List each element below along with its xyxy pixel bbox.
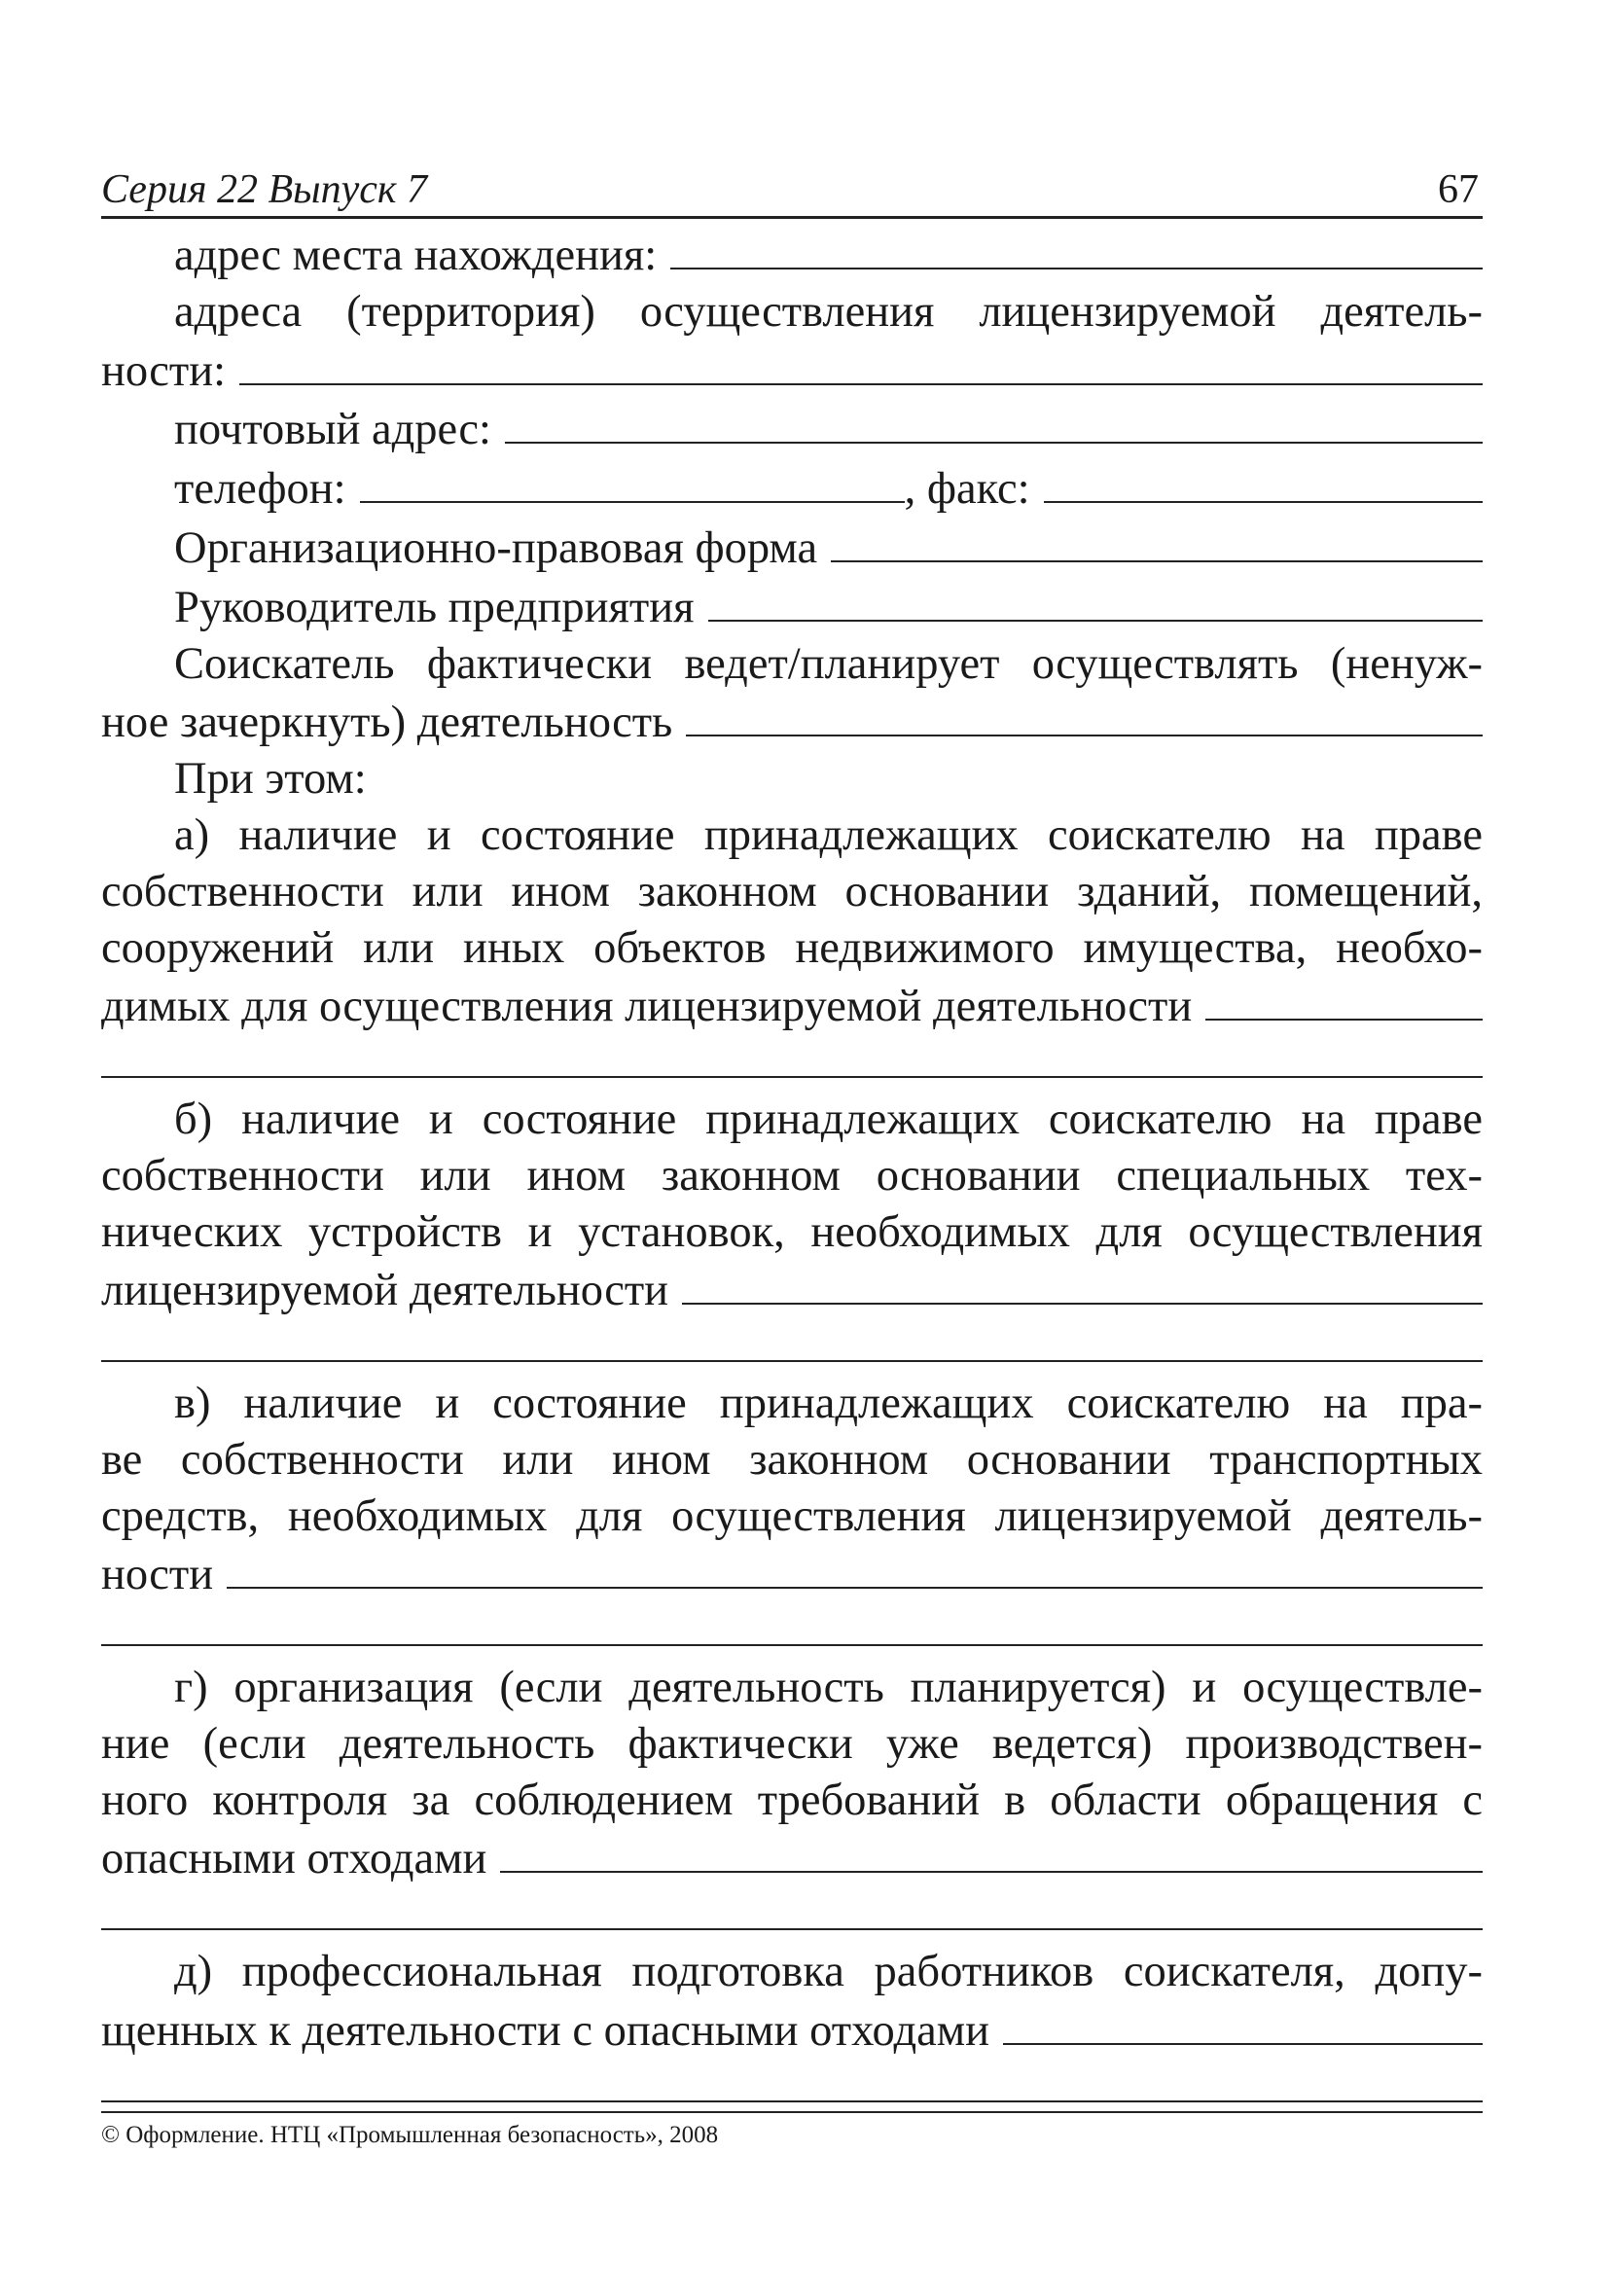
item-a-row [101,976,1483,1035]
item-d-line: ного контроля за соблюдением требований в области обращения с [101,1775,1483,1825]
item-e-extra-field[interactable] [101,2060,1483,2102]
location-address-row [101,225,1483,284]
item-c-line: в) наличие и состояние принадлежащих соискателю на пра- [174,1378,1483,1428]
head-field[interactable] [708,577,1483,622]
form-body [101,225,1483,2102]
item-b-line: собственности или ином законном основании специальных тех- [101,1150,1483,1201]
postal-address-label: почтовый адрес: [174,405,491,455]
activity-addresses-field[interactable] [239,341,1483,385]
activity-addresses-row [101,341,1483,400]
item-a-line: димых для осуществления лицензируемой деятельности [101,982,1193,1032]
item-e-line: д) профессиональная подготовка работников соискателя, допу- [174,1946,1483,1996]
copyright-text: © Оформление. НТЦ «Промышленная безопасность», 2008 [101,2122,719,2148]
page-number: 67 [1438,167,1479,212]
item-c-field[interactable] [227,1544,1483,1589]
postal-address-row [101,399,1483,458]
fax-label: , факс: [904,464,1030,515]
page [101,165,1483,2102]
item-d-row [101,1828,1483,1887]
running-header [101,165,1483,219]
phone-fax-row [101,458,1483,518]
item-c-extra-field[interactable] [101,1603,1483,1646]
item-d-field[interactable] [500,1828,1483,1873]
item-c-line: ве собственности или ином законном основании транспортных [101,1434,1483,1485]
location-address-field[interactable] [670,225,1483,269]
item-d-extra-field[interactable] [101,1887,1483,1930]
legal-form-row [101,518,1483,577]
activity-addresses-label-2: ности: [101,345,227,396]
item-c-line: средств, необходимых для осуществления лицензируемой деятель- [101,1490,1483,1541]
footer [101,2111,1483,2150]
item-b-extra-field[interactable] [101,1319,1483,1362]
series-title: Серия 22 Выпуск 7 [101,167,427,212]
head-label: Руководитель предприятия [174,582,695,632]
item-a-line: а) наличие и состояние принадлежащих соискателю на праве [174,809,1483,860]
item-d-line: опасными отходами [101,1834,487,1884]
whereas-label: При этом: [174,754,367,805]
item-b-line: нических устройств и установок, необходимых для осуществления [101,1206,1483,1257]
location-address-label: адрес места нахождения: [174,231,658,280]
phone-label: телефон: [174,464,346,515]
phone-field[interactable] [360,458,905,503]
item-b-row [101,1260,1483,1319]
item-b-field[interactable] [682,1260,1483,1305]
item-a-field[interactable] [1205,976,1483,1021]
item-a-line: сооружений или иных объектов недвижимого имущества, необхо- [101,922,1483,973]
item-e-field[interactable] [1003,2000,1483,2045]
applicant-row [101,692,1483,751]
item-d-line: ние (если деятельность фактически уже ведется) производствен- [101,1718,1483,1769]
item-a-line: собственности или ином законном основании зданий, помещений, [101,866,1483,916]
applicant-label-1: Соискатель фактически ведет/планирует осуществлять (ненуж- [174,638,1483,689]
activity-addresses-label-1: адреса (территория) осуществления лицензируемой деятель- [174,286,1483,337]
item-d-line: г) организация (если деятельность планируется) и осуществле- [174,1662,1483,1712]
legal-form-label: Организационно-правовая форма [174,522,818,573]
item-b-line: б) наличие и состояние принадлежащих соискателю на праве [174,1094,1483,1144]
item-a-extra-field[interactable] [101,1035,1483,1078]
item-c-line: ности [101,1550,214,1600]
item-b-line: лицензируемой деятельности [101,1266,669,1316]
item-e-row [101,2000,1483,2060]
item-e-line: щенных к деятельности с опасными отходами [101,2005,990,2056]
postal-address-field[interactable] [505,399,1483,444]
head-row [101,577,1483,636]
fax-field[interactable] [1044,458,1483,503]
legal-form-field[interactable] [831,518,1483,562]
item-c-row [101,1544,1483,1603]
applicant-label-2: ное зачеркнуть) деятельность [101,698,673,748]
applicant-activity-field[interactable] [686,692,1483,736]
